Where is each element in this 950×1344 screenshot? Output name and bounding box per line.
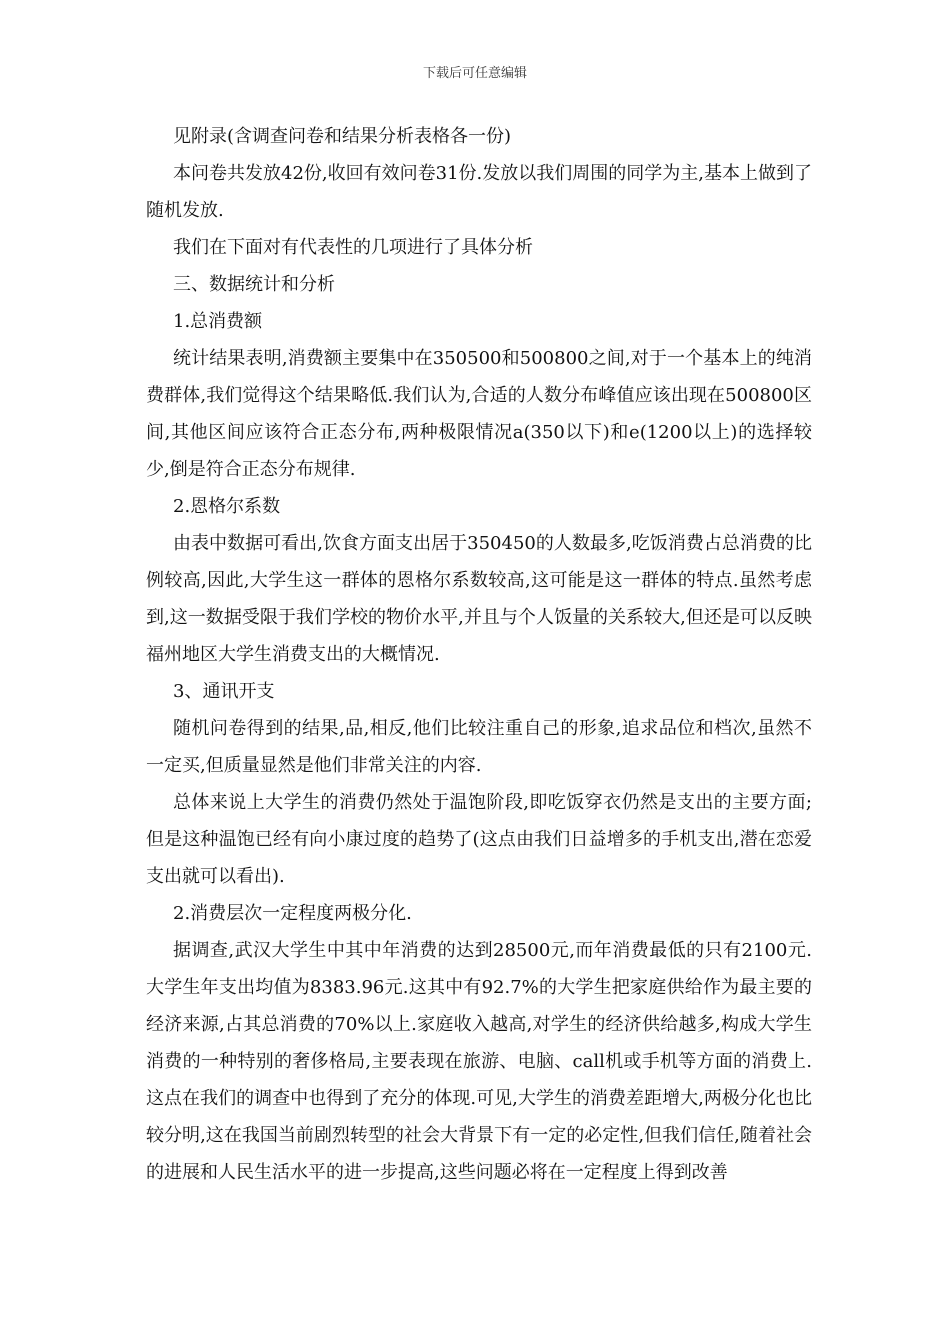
- analysis-intro-paragraph: 我们在下面对有代表性的几项进行了具体分析: [173, 237, 533, 258]
- polarization-paragraph: 据调查,武汉大学生中其中年消费的达到28500元,而年消费最低的只有2100元.大学生年支出均值为8383.96元.这其中有92.7%的大学生把家庭供给作为最主要的经济来源,占其总消费的70%以上.家庭收入越高,对学生的经济供给越多,构成大学生消费的一种特别的奢侈格局,主要表现在旅游、电脑、call机或手机等方面的消费上.这点在我们的调查中也得到了充分的体现.可见,大学生的消费差距增大,两极分化也比较分明,这在我国当前剧烈转型的社会大背景下有一定的必定性,但我们信任,随着社会的进展和人民生活水平的进一步提高,这些问题必将在一定程度上得到改善: [146, 940, 812, 1183]
- engel-coefficient-paragraph: 由表中数据可看出,饮食方面支出居于350450的人数最多,吃饭消费占总消费的比例较高,因此,大学生这一群体的恩格尔系数较高,这可能是这一群体的特点.虽然考虑到,这一数据受限于我们学校的物价水平,并且与个人饭量的关系较大,但还是可以反映福州地区大学生消费支出的大概情况.: [146, 533, 812, 665]
- appendix-note: 见附录(含调查问卷和结果分析表格各一份): [173, 126, 512, 147]
- section-heading-statistics: 三、数据统计和分析: [173, 274, 335, 295]
- communication-paragraph: 随机问卷得到的结果,品,相反,他们比较注重自己的形象,追求品位和档次,虽然不一定买,但质量显然是他们非常关注的内容.: [146, 718, 812, 776]
- subheading-engel-coefficient: 2.恩格尔系数: [173, 496, 281, 517]
- survey-distribution-paragraph: 本问卷共发放42份,收回有效问卷31份.发放以我们周围的同学为主,基本上做到了随机发放.: [146, 163, 812, 221]
- subheading-communication: 3、通讯开支: [173, 681, 275, 702]
- total-consumption-paragraph: 统计结果表明,消费额主要集中在350500和500800之间,对于一个基本上的纯消费群体,我们觉得这个结果略低.我们认为,合适的人数分布峰值应该出现在500800区间,其他区间应该符合正态分布,两种极限情况a(350以下)和e(1200以上)的选择较少,倒是符合正态分布规律.: [146, 348, 812, 480]
- subheading-total-consumption: 1.总消费额: [173, 311, 263, 332]
- overall-summary-paragraph: 总体来说上大学生的消费仍然处于温饱阶段,即吃饭穿衣仍然是支出的主要方面;但是这种温饱已经有向小康过度的趋势了(这点由我们日益增多的手机支出,潜在恋爱支出就可以看出).: [146, 792, 812, 887]
- subheading-polarization: 2.消费层次一定程度两极分化.: [173, 903, 412, 924]
- document-body: [146, 118, 812, 1191]
- page-header: 下载后可任意编辑: [422, 66, 527, 81]
